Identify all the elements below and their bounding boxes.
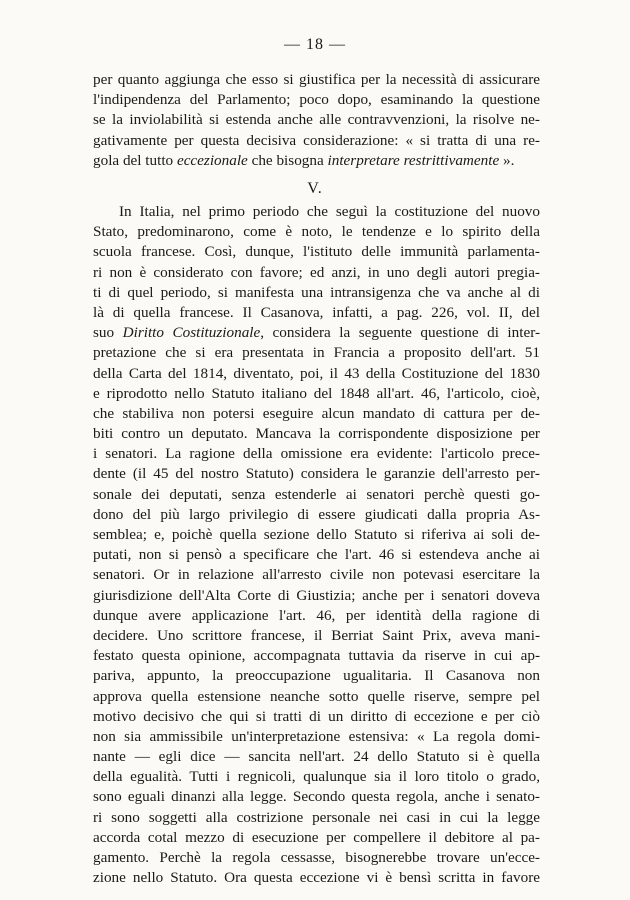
text-segment: gamento. Perchè la regola cessasse, bisognerebbe trovare un'ecce-	[93, 849, 540, 866]
text-line	[93, 323, 540, 343]
italic-text: interpretare restrittivamente	[327, 151, 500, 169]
text-segment: scuola francese. Così, dunque, l'istituto delle immunità parlamenta-	[93, 243, 540, 261]
text-line	[93, 222, 540, 242]
text-line	[93, 505, 540, 525]
text-line	[93, 202, 540, 222]
text-line	[93, 424, 540, 444]
text-segment: motivo decisivo che qui si tratti di un diritto di eccezione e per ciò	[93, 707, 540, 725]
text-segment: zione nello Statuto. Ora questa eccezione vi è bensì scritta in favore	[93, 869, 540, 887]
text-line	[93, 808, 540, 828]
text-segment: biti contro un deputato. Mancava la corrispondente disposizione per	[93, 425, 540, 443]
text-line	[93, 606, 540, 626]
text-line	[93, 464, 540, 484]
text-segment: putati, non si pensò a specificare che l'art. 46 si estendeva anche ai	[93, 546, 540, 564]
text-line	[93, 242, 540, 262]
text-line	[93, 646, 540, 666]
text-line	[93, 525, 540, 545]
text-line	[93, 364, 540, 384]
page-number: — 18 —	[284, 36, 346, 53]
text-segment: ti di quel periodo, si manifesta una intransigenza che va anche al di	[93, 283, 540, 301]
text-line	[93, 110, 540, 130]
text-segment: ».	[499, 151, 515, 169]
text-segment: dunque avere applicazione l'art. 46, per identità della ragione di	[93, 606, 540, 624]
text-line	[93, 70, 540, 90]
text-line	[93, 565, 540, 585]
text-segment: Stato, predominarono, come è noto, le tendenze e lo spirito della	[93, 223, 540, 241]
text-segment: nante — egli dice — sancita nell'art. 24 dello Statuto si è quella	[93, 748, 540, 766]
text-line	[93, 787, 540, 807]
text-segment: per quanto aggiunga che esso si giustifica per la necessità di assicurare	[93, 71, 540, 88]
text-segment: giurisdizione dell'Alta Corte di Giustizia; anche per i senatori doveva	[93, 586, 540, 604]
text-segment: l'indipendenza del Parlamento; poco dopo, esaminando la questione	[93, 91, 540, 109]
text-line	[93, 90, 540, 110]
text-segment: approva quella estensione neanche sotto quelle riserve, sempre pel	[93, 687, 540, 705]
text-segment: ri non è considerato con favore; ed anzi, in uno degli autori pregia-	[93, 263, 540, 281]
text-line	[93, 848, 540, 868]
text-line	[93, 151, 540, 171]
text-line	[93, 404, 540, 424]
text-segment: che bisogna	[247, 151, 328, 169]
text-line	[93, 747, 540, 767]
text-segment: sono eguali dinanzi alla legge. Secondo questa regola, anche i senato-	[93, 788, 540, 806]
italic-text: Diritto Costituzionale	[122, 324, 261, 342]
text-line	[93, 687, 540, 707]
text-segment: dono del più largo privilegio di essere giudicati dalla propria As-	[93, 505, 540, 523]
text-segment: ri sono soggetti alla costrizione personale nei casi in cui la legge	[93, 808, 540, 826]
paragraph-1	[93, 70, 540, 171]
text-line	[93, 707, 540, 727]
text-line	[93, 868, 540, 888]
text-line	[93, 263, 540, 283]
text-segment: suo	[93, 324, 123, 342]
text-segment: gola del tutto	[93, 151, 177, 169]
text-segment: festato questa opinione, accompagnata tuttavia da riserve in cui ap-	[93, 647, 540, 665]
text-segment: della Carta del 1814, diventato, poi, il 43 della Costituzione del 1830	[93, 364, 540, 382]
text-line	[93, 283, 540, 303]
text-line	[93, 586, 540, 606]
text-line	[93, 828, 540, 848]
text-line	[93, 626, 540, 646]
text-segment: pretazione che si era presentata in Francia a proposito dell'art. 51	[93, 344, 540, 362]
text-segment: sonale dei deputati, senza estenderle ai senatori perchè questi go-	[93, 485, 540, 503]
text-line	[93, 767, 540, 787]
text-segment: gativamente per questa decisiva considerazione: « si tratta di una re-	[93, 131, 540, 149]
section-heading: V.	[307, 180, 323, 197]
text-segment: pariva, appunto, la preoccupazione ugualitaria. Il Casanova non	[93, 667, 540, 685]
text-line	[93, 343, 540, 363]
text-segment: i senatori. La ragione della omissione era evidente: l'articolo prece-	[93, 445, 540, 463]
text-segment: , considera la seguente questione di inter-	[260, 324, 541, 342]
text-segment: accorda cotal mezzo di esecuzione per compellere il debitore al pa-	[93, 828, 540, 846]
text-segment: decidere. Uno scrittore francese, il Berriat Saint Prix, aveva mani-	[93, 626, 540, 644]
text-line	[93, 444, 540, 464]
text-segment: della egualità. Tutti i regnicoli, qualunque sia il loro titolo o grado,	[93, 768, 540, 786]
text-segment: dente (il 45 del nostro Statuto) considera le garanzie dell'arresto per-	[93, 465, 540, 483]
paragraph-2	[93, 202, 540, 888]
text-line	[93, 485, 540, 505]
text-segment: senatori. Or in relazione all'arresto civile non potevasi esercitare la	[93, 566, 540, 584]
text-segment: se la inviolabilità si estenda anche alle contravvenzioni, la risolve ne-	[93, 111, 540, 129]
text-segment: là di quella francese. Il Casanova, infatti, a pag. 226, vol. II, del	[93, 303, 540, 321]
text-line	[93, 666, 540, 686]
text-segment: che stabiliva non potersi eseguire alcun mandato di cattura per de-	[93, 404, 540, 422]
text-line	[93, 131, 540, 151]
text-line	[93, 545, 540, 565]
text-line	[93, 303, 540, 323]
italic-text: eccezionale	[176, 151, 248, 169]
text-line	[93, 727, 540, 747]
text-segment: e riprodotto nello Statuto italiano del 1848 all'art. 46, l'articolo, cioè,	[93, 384, 540, 402]
text-line	[93, 384, 540, 404]
text-segment: In Italia, nel primo periodo che seguì la costituzione del nuovo	[119, 203, 540, 220]
text-segment: non sia ammissibile un'interpretazione estensiva: « La regola domi-	[93, 727, 540, 745]
text-segment: semblea; e, poichè quella sezione dello Statuto si riferiva ai soli de-	[93, 526, 540, 543]
